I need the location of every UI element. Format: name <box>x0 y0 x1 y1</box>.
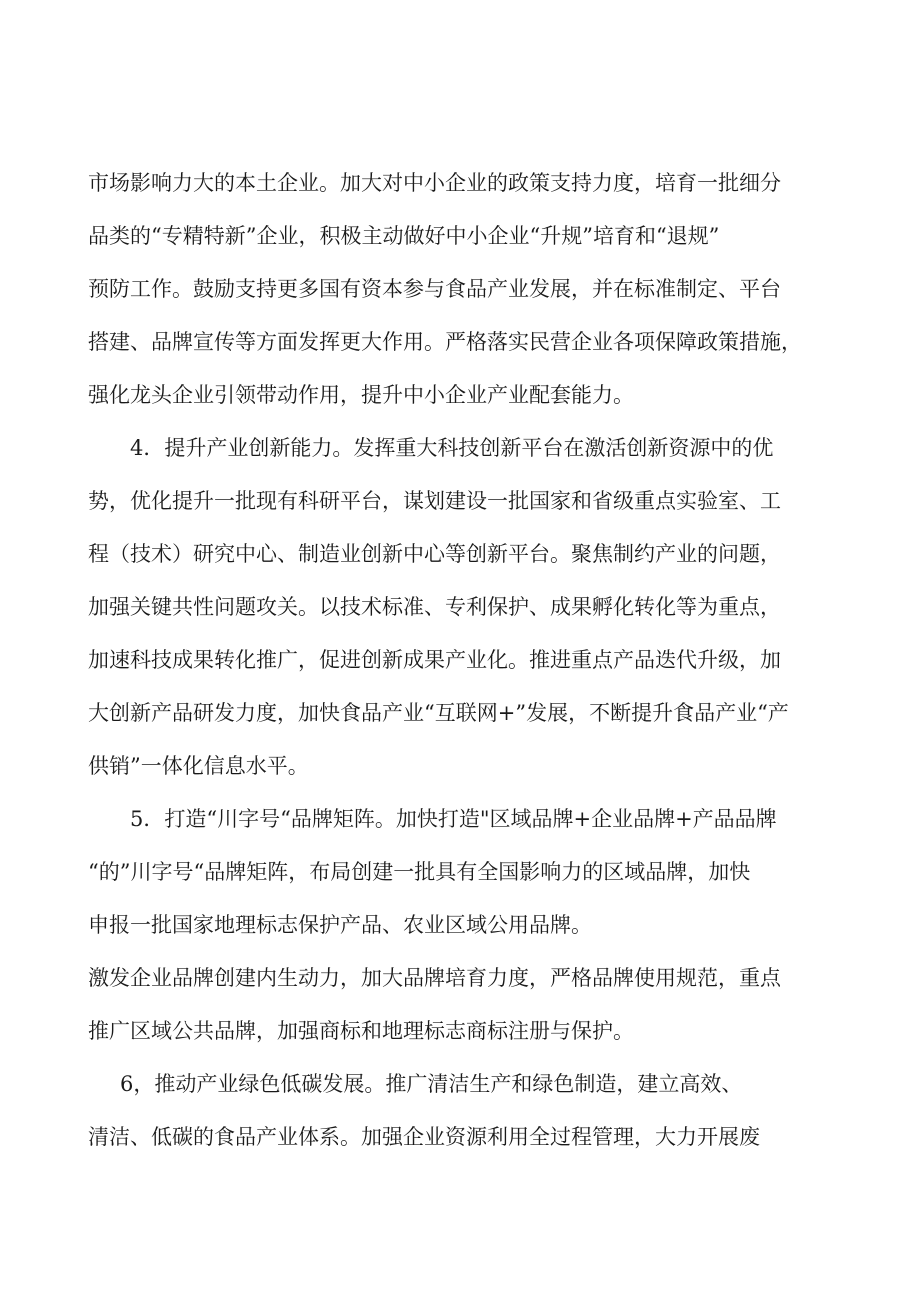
paragraph-line: 大创新产品研发力度，加快食品产业“互联网+”发展，不断提升食品产业“产 <box>88 701 789 725</box>
paragraph-line: 加速科技成果转化推广，促进创新成果产业化。推进重点产品迭代升级，加 <box>88 648 781 672</box>
section-heading-4: 4．提升产业创新能力。发挥重大科技创新平台在激活创新资源中的优 <box>130 436 774 460</box>
paragraph-line: 预防工作。鼓励支持更多国有资本参与食品产业发展，并在标准制定、平台 <box>88 277 781 301</box>
paragraph-line: 加强关键共性问题攻关。以技术标准、专利保护、成果孵化转化等为重点， <box>88 595 781 619</box>
paragraph-line: 清洁、低碳的食品产业体系。加强企业资源利用全过程管理，大力开展废 <box>88 1125 760 1149</box>
paragraph-line: 供销”一体化信息水平。 <box>88 754 309 778</box>
section-heading-6: 6，推动产业绿色低碳发展。推广清洁生产和绿色制造，建立高效、 <box>120 1072 743 1096</box>
paragraph-line: 势，优化提升一批现有科研平台，谋划建设一批国家和省级重点实验室、工 <box>88 489 781 513</box>
section-heading-5: 5．打造“川字号“品牌矩阵。加快打造"区域品牌+企业品牌+产品品牌 <box>130 807 777 831</box>
paragraph-line: 品类的“专精特新”企业，积极主动做好中小企业“升规”培育和“退规” <box>88 224 720 248</box>
paragraph-line: 推广区域公共品牌，加强商标和地理标志商标注册与保护。 <box>88 1019 634 1043</box>
paragraph-line: 强化龙头企业引领带动作用，提升中小企业产业配套能力。 <box>88 383 634 407</box>
paragraph-line: “的”川字号“品牌矩阵，布局创建一批具有全国影响力的区域品牌，加快 <box>88 860 751 884</box>
paragraph-line: 激发企业品牌创建内生动力，加大品牌培育力度，严格品牌使用规范，重点 <box>88 966 781 990</box>
paragraph-line: 申报一批国家地理标志保护产品、农业区域公用品牌。 <box>88 913 592 937</box>
paragraph-line: 市场影响力大的本土企业。加大对中小企业的政策支持力度，培育一批细分 <box>88 171 781 195</box>
paragraph-line: 程（技术）研究中心、制造业创新中心等创新平台。聚焦制约产业的问题， <box>88 542 781 566</box>
paragraph-line: 搭建、品牌宣传等方面发挥更大作用。严格落实民营企业各项保障政策措施， <box>88 330 802 354</box>
